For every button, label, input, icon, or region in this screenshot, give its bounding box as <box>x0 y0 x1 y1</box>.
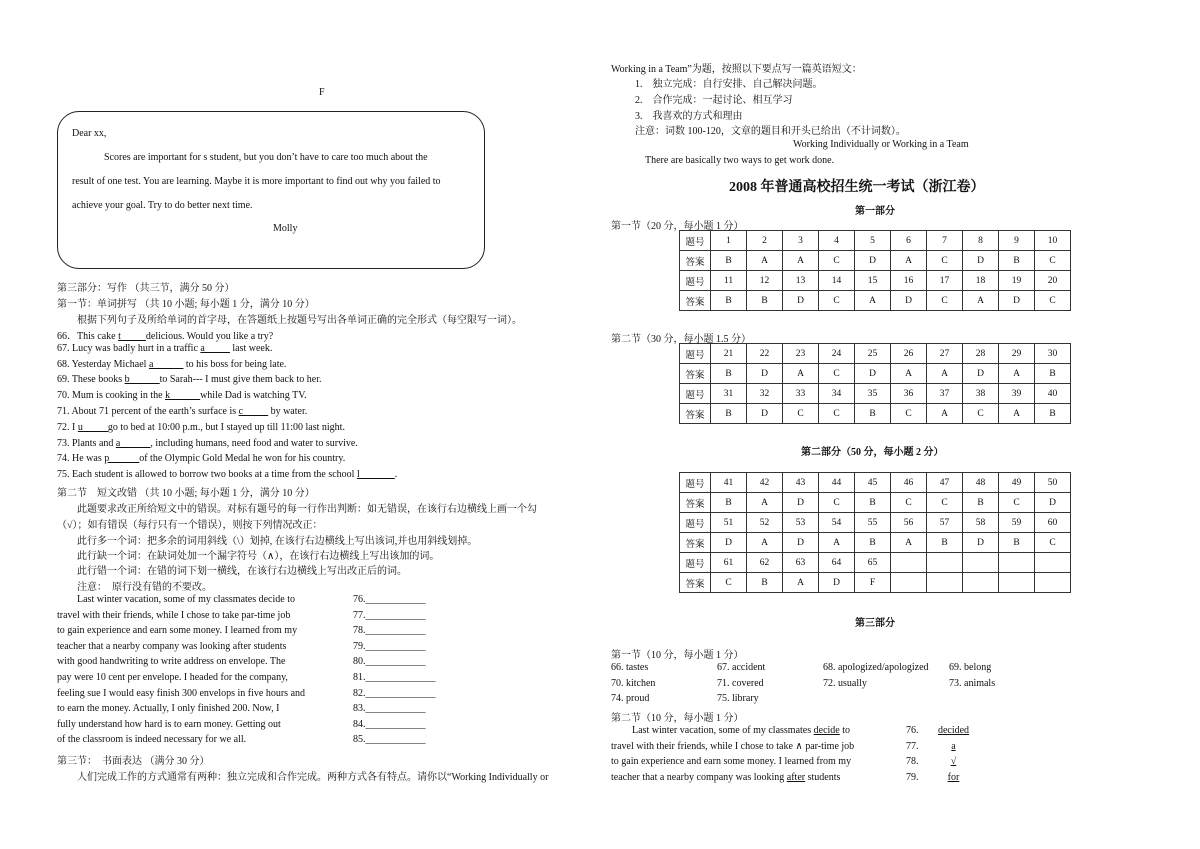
table1-row <box>680 291 1071 311</box>
answer-value: √ <box>950 756 957 768</box>
table1-row <box>680 251 1071 271</box>
answer-line: 82.______________ <box>353 687 436 699</box>
spelling-answer: 75. library <box>717 693 759 705</box>
spelling-answer: 69. belong <box>949 662 992 673</box>
table-cell: 11 <box>711 271 747 291</box>
answer-blank: b______ <box>124 374 160 386</box>
table-cell: B <box>963 493 999 513</box>
table-cell: 55 <box>855 513 891 533</box>
table-cell: A <box>927 404 963 424</box>
table-cell: B <box>999 251 1035 271</box>
answer-blank: a_____ <box>200 342 230 354</box>
table-cell: 答案 <box>680 573 711 593</box>
table-cell: D <box>855 364 891 384</box>
table-cell: 36 <box>891 384 927 404</box>
table-cell: 45 <box>855 473 891 493</box>
table-cell: B <box>1035 404 1071 424</box>
table-cell: D <box>819 573 855 593</box>
question-text: 69. These books <box>57 374 125 386</box>
table-cell: 2 <box>747 231 783 251</box>
table-cell: 19 <box>999 271 1035 291</box>
table-cell: 62 <box>747 553 783 573</box>
table-cell: 59 <box>999 513 1035 533</box>
answer-line: 78.____________ <box>353 625 426 637</box>
question-text: delicious. Would you like a try? <box>145 331 274 342</box>
spelling-question <box>57 453 345 464</box>
part2-title: 第二部分（50 分，每小题 2 分） <box>801 447 944 458</box>
question-text: while Dad is watching TV. <box>200 390 307 402</box>
passage-line: travel with their friends, while I chose to take par-time job <box>57 609 291 621</box>
table3-row <box>680 573 1071 593</box>
table-cell: 65 <box>855 553 891 573</box>
table-cell: 答案 <box>680 493 711 513</box>
answer-line: 79.____________ <box>353 640 426 652</box>
spelling-answer: 72. usually <box>823 677 867 689</box>
answer-line: 83.____________ <box>353 703 426 715</box>
table-cell: C <box>927 493 963 513</box>
spelling-question <box>57 390 307 401</box>
table-cell: A <box>747 493 783 513</box>
table-cell: 10 <box>1035 231 1071 251</box>
section2-heading: 第二节 短文改错 （共 10 小题; 每小题 1 分，满分 10 分） <box>57 488 315 499</box>
passage-line: to earn the money. Actually, I only finished 200. Now, I <box>57 703 280 715</box>
table-cell: D <box>747 404 783 424</box>
table-cell: 26 <box>891 344 927 364</box>
answer-blank: c_____ <box>238 406 269 417</box>
table-cell: D <box>1035 493 1071 513</box>
table-cell: 题号 <box>680 271 711 291</box>
letter-line: result of one test. You are learning. Maybe it is more important to find out why you failed to <box>72 176 441 187</box>
question-text: , including humans, need food and water to survive. <box>150 437 358 449</box>
table-cell <box>963 553 999 573</box>
table-cell: A <box>855 291 891 311</box>
table-cell: 27 <box>927 344 963 364</box>
table-cell: D <box>963 533 999 553</box>
section2-instruction: 此行错一个词：在错的词下划一横线，在该行右边横线上写出改正后的词。 <box>77 566 407 577</box>
question-text: 66．This cake <box>57 331 119 342</box>
table-cell: 答案 <box>680 291 711 311</box>
writing-prompt-line: 2. 合作完成：一起讨论、相互学习 <box>635 95 793 106</box>
passage-line <box>611 772 840 783</box>
table-cell: C <box>963 404 999 424</box>
table-cell: C <box>819 291 855 311</box>
answer-number: 77. <box>906 740 919 752</box>
table-cell: A <box>783 251 819 271</box>
table3-row <box>680 533 1071 553</box>
spelling-question <box>57 374 322 385</box>
table-cell: 答案 <box>680 364 711 384</box>
spelling-answer: 67. accident <box>717 662 766 673</box>
table-cell: C <box>1035 251 1071 271</box>
table-cell <box>891 573 927 593</box>
table-cell: 30 <box>1035 344 1071 364</box>
table-cell: 47 <box>927 473 963 493</box>
passage-line: fully understand how hard is to earn money. Getting out <box>57 718 281 730</box>
passage-text: to <box>839 725 850 736</box>
table-cell <box>999 573 1035 593</box>
writing-prompt-line: 注意：词数 100-120，文章的题目和开头已给出（不计词数）。 <box>635 126 906 137</box>
table-cell: 5 <box>855 231 891 251</box>
question-text: 75. Each student is allowed to borrow two books at a time from the school <box>57 469 357 481</box>
table-cell: 61 <box>711 553 747 573</box>
table-cell: 44 <box>819 473 855 493</box>
table-cell: A <box>999 404 1035 424</box>
table-cell: 43 <box>783 473 819 493</box>
part1-title: 第一部分 <box>855 206 895 217</box>
spelling-question <box>57 327 273 342</box>
answer-blank: u_____ <box>77 421 108 433</box>
table2-row <box>680 384 1071 404</box>
table-cell: 39 <box>999 384 1035 404</box>
table-cell: 52 <box>747 513 783 533</box>
table1-row <box>680 271 1071 291</box>
table-cell <box>999 553 1035 573</box>
letter-line: Scores are important for s student, but you don’t have to care too much about the <box>104 152 428 163</box>
spelling-answer: 73. animals <box>949 677 996 689</box>
table3-row <box>680 493 1071 513</box>
table-cell: B <box>747 573 783 593</box>
table3-row <box>680 513 1071 533</box>
table-cell: 32 <box>747 384 783 404</box>
table-cell: C <box>891 493 927 513</box>
question-text: 71. About 71 percent of the earth’s surface is <box>57 406 239 417</box>
passage-text: Last winter vacation, some of my classmates <box>632 725 814 736</box>
table-cell: 答案 <box>680 533 711 553</box>
table-cell: 题号 <box>680 513 711 533</box>
table-cell: C <box>711 573 747 593</box>
letter-signature: Molly <box>273 223 298 234</box>
table-cell: 50 <box>1035 473 1071 493</box>
writing-prompt-line: Working in a Team”为题，按照以下要点写一篇英语短文： <box>611 64 862 75</box>
table-cell: C <box>927 291 963 311</box>
answer-number: 76. <box>906 725 919 736</box>
table-cell: C <box>1035 291 1071 311</box>
table-cell: 题号 <box>680 473 711 493</box>
answer-blank: k______ <box>165 390 201 402</box>
passage-text: to gain experience and earn some money. I learned from my <box>611 756 852 768</box>
spelling-answer: 66. tastes <box>611 662 649 673</box>
answer-line: 76.____________ <box>353 594 426 605</box>
section2-instruction: 此行缺一个词：在缺词处加一个漏字符号（∧），在该行右边横线上写出该加的词。 <box>77 551 440 562</box>
answer-value: a <box>951 740 956 752</box>
table3-row <box>680 473 1071 493</box>
part3-section2-label: 第二节（10 分，每小题 1 分） <box>611 713 744 724</box>
table-cell: 29 <box>999 344 1035 364</box>
table-cell: 3 <box>783 231 819 251</box>
table-cell: B <box>711 251 747 271</box>
table-cell: D <box>891 291 927 311</box>
table-cell: D <box>855 251 891 271</box>
part1-section2-label: 第二节（30 分，每小题 1.5 分） <box>611 334 751 345</box>
table-cell: D <box>963 364 999 384</box>
spelling-question <box>57 343 272 354</box>
table-cell: 49 <box>999 473 1035 493</box>
table-cell: 4 <box>819 231 855 251</box>
question-text: go to bed at 10:00 p.m., but I stayed up till 11:00 last night. <box>107 421 345 433</box>
table-cell: 17 <box>927 271 963 291</box>
table-cell: 53 <box>783 513 819 533</box>
letter-line: achieve your goal. Try to do better next time. <box>72 200 253 211</box>
table-cell: B <box>747 291 783 311</box>
answer-table-2 <box>679 343 1071 424</box>
section3-text: 人们完成工作的方式通常有两种：独立完成和合作完成。两种方式各有特点。请你以“Working Individually or <box>77 772 549 783</box>
table-cell: A <box>927 364 963 384</box>
correction-answer <box>906 756 989 767</box>
answer-value: decided <box>937 725 970 736</box>
table-cell: B <box>711 404 747 424</box>
table-cell: A <box>747 533 783 553</box>
table-cell: A <box>783 364 819 384</box>
table-cell: 20 <box>1035 271 1071 291</box>
question-text: 70. Mum is cooking in the <box>57 390 166 402</box>
section2-instruction: （√）；如有错误（每行只有一个错误），则按下列情况改正： <box>57 520 323 531</box>
answer-line: 80.____________ <box>353 656 426 668</box>
passage-line: pay were 10 cent per envelope. I headed for the company, <box>57 672 288 683</box>
table-cell: D <box>783 493 819 513</box>
table-cell: 8 <box>963 231 999 251</box>
part1-section1-label: 第一节（20 分，每小题 1 分） <box>611 221 744 232</box>
table2-row <box>680 404 1071 424</box>
table-cell: 13 <box>783 271 819 291</box>
correction-answer <box>906 772 989 783</box>
table-cell: C <box>819 404 855 424</box>
passage-text: travel with their friends, while I chose to take ∧ par-time job <box>611 740 855 752</box>
spelling-answer: 71. covered <box>717 677 764 689</box>
table-cell: A <box>999 364 1035 384</box>
question-text: 74. He was <box>57 453 105 465</box>
table-cell: 15 <box>855 271 891 291</box>
spelling-question <box>57 469 397 480</box>
table-cell: 28 <box>963 344 999 364</box>
table-cell: C <box>819 251 855 271</box>
table-cell: 40 <box>1035 384 1071 404</box>
table-cell <box>1035 553 1071 573</box>
table-cell: 题号 <box>680 553 711 573</box>
spelling-answer: 68. apologized/apologized <box>823 662 929 673</box>
question-text: 68. Yesterday Michael <box>57 358 149 370</box>
table-cell: 56 <box>891 513 927 533</box>
table-cell: 38 <box>963 384 999 404</box>
answer-value: for <box>947 771 960 783</box>
table-cell: 16 <box>891 271 927 291</box>
table-cell: A <box>891 364 927 384</box>
passage-text: teacher that a nearby company was looking <box>611 771 787 783</box>
answer-line: 81.______________ <box>353 672 436 683</box>
table-cell: B <box>711 364 747 384</box>
table-cell: 23 <box>783 344 819 364</box>
table-cell: 37 <box>927 384 963 404</box>
table-cell: 33 <box>783 384 819 404</box>
section1-instruction: 根据下列句子及所给单词的首字母，在答题纸上按题号写出各单词正确的完全形式（每空限写一词）。 <box>77 315 522 326</box>
table-cell: 64 <box>819 553 855 573</box>
table-cell: A <box>891 251 927 271</box>
table-cell: 21 <box>711 344 747 364</box>
part3-heading: 第三部分：写作 （共三节，满分 50 分） <box>57 283 235 294</box>
question-text: to his boss for being late. <box>183 358 287 370</box>
passage-line <box>611 741 854 752</box>
spelling-question <box>57 422 345 433</box>
section2-instruction: 注意： 原行没有错的不要改。 <box>77 582 212 593</box>
question-text: last week. <box>229 342 273 354</box>
table-cell: 48 <box>963 473 999 493</box>
table-cell: 18 <box>963 271 999 291</box>
table-cell: C <box>999 493 1035 513</box>
marked-word: after <box>786 771 806 783</box>
correction-answer <box>906 741 989 752</box>
spelling-question <box>57 359 286 370</box>
table-cell: 57 <box>927 513 963 533</box>
table-cell: B <box>855 533 891 553</box>
table-cell: C <box>783 404 819 424</box>
table-cell: 54 <box>819 513 855 533</box>
answer-blank: p______ <box>104 453 140 465</box>
table-cell: 35 <box>855 384 891 404</box>
answer-blank: a______ <box>115 437 151 449</box>
table-cell: A <box>819 533 855 553</box>
passage-line: with good handwriting to write address on envelope. The <box>57 656 286 668</box>
table-cell: C <box>819 364 855 384</box>
spelling-question <box>57 406 307 417</box>
spelling-answer: 70. kitchen <box>611 677 656 689</box>
answer-table-1 <box>679 230 1071 311</box>
table-cell: D <box>783 291 819 311</box>
part3-title: 第三部分 <box>855 618 895 629</box>
table-cell: 22 <box>747 344 783 364</box>
answer-table-3 <box>679 472 1071 593</box>
table-cell: C <box>891 404 927 424</box>
table-cell: 答案 <box>680 404 711 424</box>
table-cell: 63 <box>783 553 819 573</box>
table2-row <box>680 364 1071 384</box>
writing-prompt-line: 3. 我喜欢的方式和理由 <box>635 111 743 122</box>
table-cell: 31 <box>711 384 747 404</box>
table-cell: 题号 <box>680 344 711 364</box>
table-cell: C <box>819 493 855 513</box>
table-cell: B <box>927 533 963 553</box>
passage-line <box>611 756 851 767</box>
table-cell: 34 <box>819 384 855 404</box>
question-text: 73. Plants and <box>57 437 116 449</box>
table-cell: C <box>1035 533 1071 553</box>
section1-heading: 第一节：单词拼写 （共 10 小题; 每小题 1 分，满分 10 分） <box>57 299 315 310</box>
passage-line: of the classroom is indeed necessary for we all. <box>57 734 247 746</box>
table-cell: B <box>855 493 891 513</box>
table-cell: B <box>711 291 747 311</box>
table-cell: 题号 <box>680 384 711 404</box>
letter-greeting: Dear xx, <box>72 128 107 139</box>
spelling-answer: 74. proud <box>611 693 650 705</box>
table-cell: F <box>855 573 891 593</box>
table2-row <box>680 344 1071 364</box>
table-cell: B <box>1035 364 1071 384</box>
writing-prompt-line: 1. 独立完成：自行安排、自己解决问题。 <box>635 79 823 90</box>
table-cell: B <box>855 404 891 424</box>
essay-start: There are basically two ways to get work done. <box>645 155 835 166</box>
table-cell: 60 <box>1035 513 1071 533</box>
table-cell: 42 <box>747 473 783 493</box>
table-cell <box>927 553 963 573</box>
answer-number: 79. <box>906 771 919 783</box>
question-text: by water. <box>268 406 308 417</box>
spelling-question <box>57 438 358 449</box>
answer-number: 78. <box>906 756 919 768</box>
table-cell: C <box>927 251 963 271</box>
table-cell: D <box>783 533 819 553</box>
answer-blank: a______ <box>148 358 184 370</box>
question-text: of the Olympic Gold Medal he won for his country. <box>139 453 346 465</box>
table-cell <box>963 573 999 593</box>
table-cell: B <box>999 533 1035 553</box>
table1-row <box>680 231 1071 251</box>
table-cell: B <box>711 493 747 513</box>
question-text: to Sarah--- I must give them back to her. <box>159 374 322 386</box>
essay-title: Working Individually or Working in a Team <box>793 139 969 150</box>
table-cell: 题号 <box>680 231 711 251</box>
table-cell: 24 <box>819 344 855 364</box>
table-cell: D <box>963 251 999 271</box>
section2-instruction: 此行多一个词：把多余的词用斜线（\）划掉, 在该行右边横线上写出该词,并也用斜线划掉。 <box>77 536 478 547</box>
table-cell: D <box>711 533 747 553</box>
table-cell <box>927 573 963 593</box>
passage-line: to gain experience and earn some money. I learned from my <box>57 625 298 637</box>
table-cell: 6 <box>891 231 927 251</box>
table-cell: 9 <box>999 231 1035 251</box>
letter-box <box>57 111 485 269</box>
answer-blank: t_____ <box>118 331 146 342</box>
passage-line: Last winter vacation, some of my classmates decide to <box>77 594 295 605</box>
question-text: 67. Lucy was badly hurt in a traffic <box>57 342 201 354</box>
answer-line: 85.____________ <box>353 734 426 746</box>
table-cell: 1 <box>711 231 747 251</box>
f-mark: F <box>319 87 325 98</box>
table-cell: 7 <box>927 231 963 251</box>
passage-text: students <box>805 771 841 783</box>
table-cell: D <box>747 364 783 384</box>
table-cell: A <box>783 573 819 593</box>
question-text: 72. I <box>57 421 78 433</box>
table-cell <box>1035 573 1071 593</box>
table-cell: A <box>963 291 999 311</box>
marked-word: decide <box>813 725 840 736</box>
table-cell: D <box>999 291 1035 311</box>
table-cell: 25 <box>855 344 891 364</box>
table-cell <box>891 553 927 573</box>
table-cell: 答案 <box>680 251 711 271</box>
exam-title: 2008 年普通高校招生统一考试（浙江卷） <box>729 180 985 195</box>
section2-instruction: 此题要求改正所给短文中的错误。对标有题号的每一行作出判断：如无错误，在该行右边横线上画一个勾 <box>77 504 537 515</box>
answer-blank: l_______ <box>356 469 395 481</box>
answer-line: 77.____________ <box>353 609 426 621</box>
passage-line <box>632 725 850 736</box>
table-cell: 51 <box>711 513 747 533</box>
table-cell: 12 <box>747 271 783 291</box>
question-text: . <box>394 469 398 481</box>
answer-line: 84.____________ <box>353 718 426 730</box>
table-cell: 14 <box>819 271 855 291</box>
passage-line: teacher that a nearby company was looking after students <box>57 640 287 652</box>
table-cell: A <box>891 533 927 553</box>
part3-section1-label: 第一节（10 分，每小题 1 分） <box>611 650 744 661</box>
correction-answer <box>906 725 989 736</box>
section3-heading: 第三节： 书面表达 （满分 30 分） <box>57 756 210 767</box>
table-cell: 41 <box>711 473 747 493</box>
table-cell: 58 <box>963 513 999 533</box>
table3-row <box>680 553 1071 573</box>
table-cell: A <box>747 251 783 271</box>
table-cell: 46 <box>891 473 927 493</box>
passage-line: feeling sue I would easy finish 300 envelops in five hours and <box>57 687 306 699</box>
